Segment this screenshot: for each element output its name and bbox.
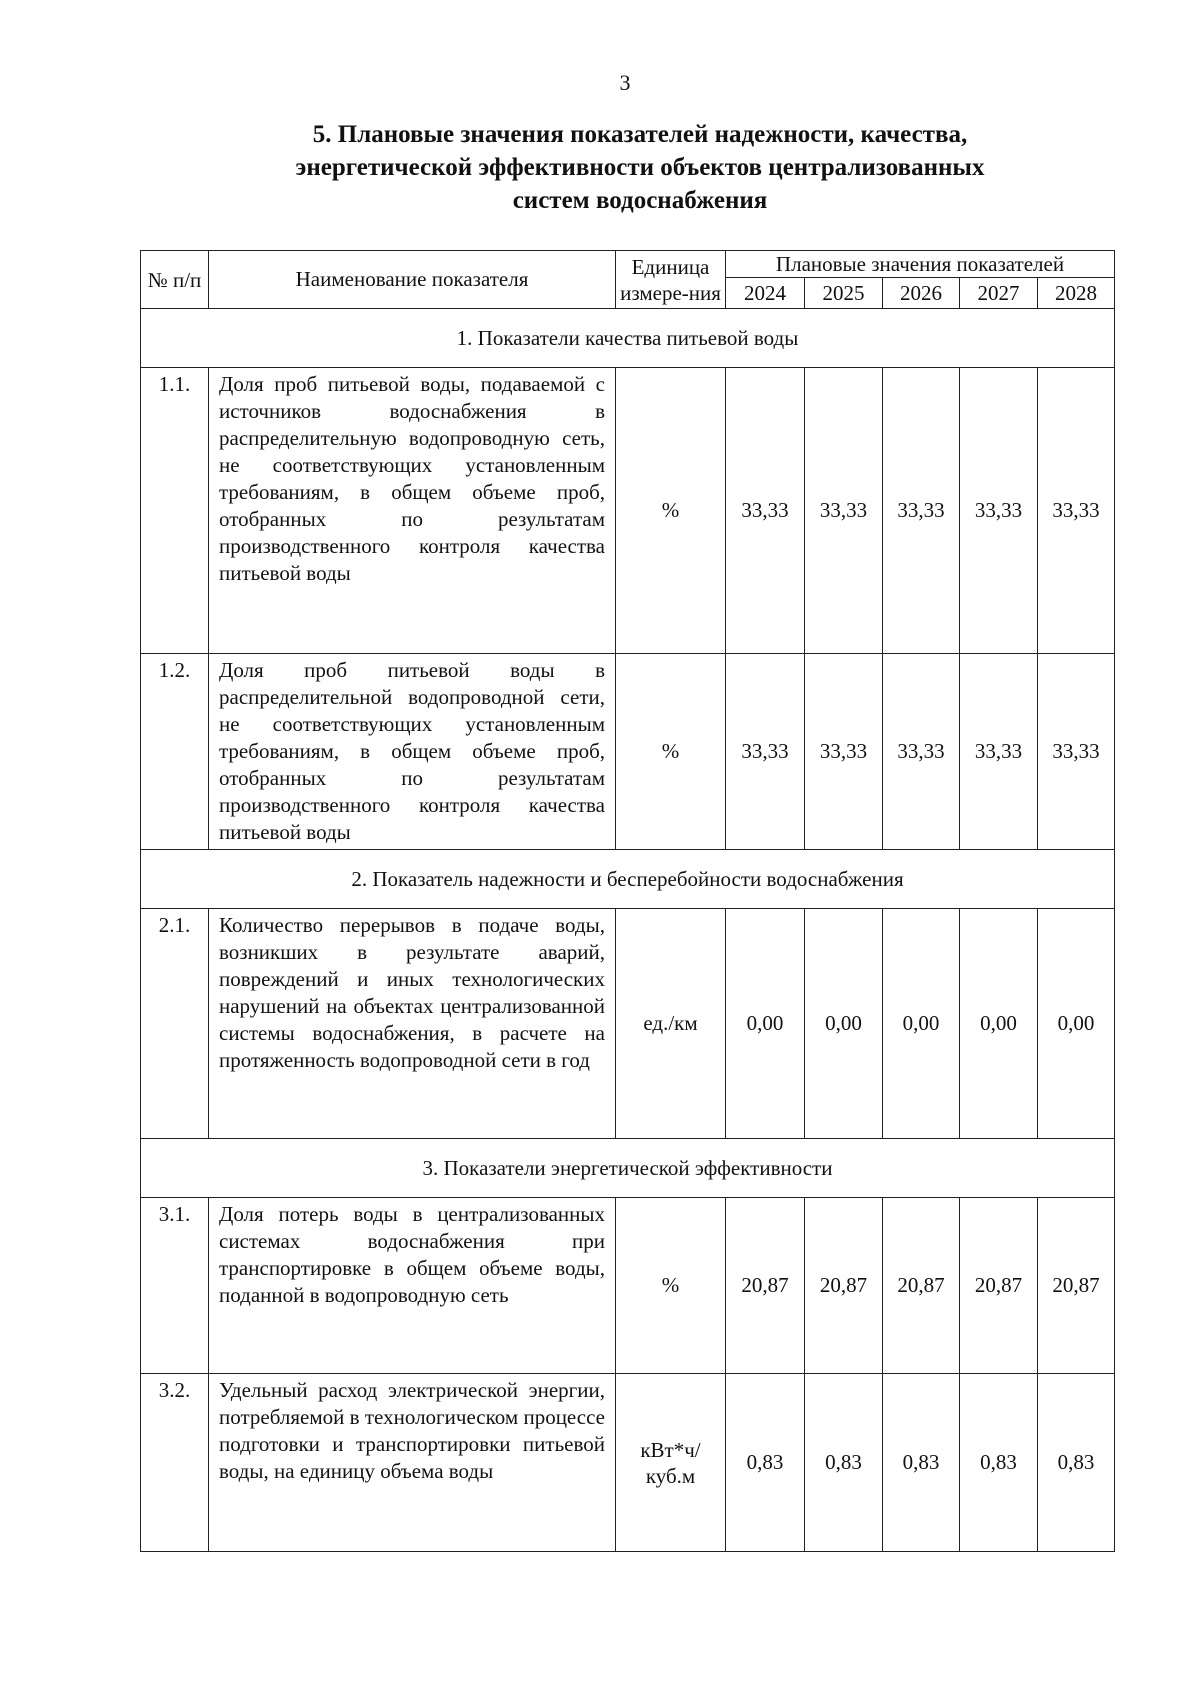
unit-cell: % [616,654,726,850]
value-cell: 0,00 [805,909,883,1139]
value-cell: 33,33 [805,368,883,654]
value-cell: 33,33 [726,654,805,850]
header-year: 2027 [960,278,1038,309]
header-year: 2028 [1038,278,1115,309]
indicator-name: Доля проб питьевой воды, подаваемой с источников водоснабжения в распределительную водопроводную сеть, не соответствующих установленным требованиям, в общем объеме проб, отобранных по результатам производственного контроля качества питьевой воды [209,368,616,654]
value-cell: 0,83 [805,1374,883,1552]
value-cell: 33,33 [883,368,960,654]
indicator-name: Количество перерывов в подаче воды, возникших в результате аварий, повреждений и иных технологических нарушений на объектах централизованной системы водоснабжения, в расчете на протяженность водопроводной сети в год [209,909,616,1139]
value-cell: 33,33 [883,654,960,850]
title-line: 5. Плановые значения показателей надежности, качества, [312,121,968,148]
value-cell: 20,87 [726,1198,805,1374]
value-cell: 0,83 [1038,1374,1115,1552]
value-cell: 0,00 [726,909,805,1139]
row-number: 1.1. [141,368,209,654]
value-cell: 20,87 [1038,1198,1115,1374]
row-number: 1.2. [141,654,209,850]
page-number: 3 [619,70,631,95]
value-cell: 20,87 [883,1198,960,1374]
indicator-name: Удельный расход электрической энергии, потребляемой в технологическом процессе подготовки и транспортировки питьевой воды, на единицу объема воды [209,1374,616,1552]
value-cell: 20,87 [960,1198,1038,1374]
section-title: 1. Показатели качества питьевой воды [141,309,1115,368]
value-cell: 33,33 [726,368,805,654]
value-cell: 0,00 [883,909,960,1139]
header-year: 2024 [726,278,805,309]
unit-cell: ед./км [616,909,726,1139]
header-num: № п/п [141,251,209,309]
unit-cell: % [616,368,726,654]
indicator-name: Доля проб питьевой воды в распределительной водопроводной сети, не соответствующих установленным требованиям, в общем объеме проб, отобранных по результатам производственного контроля качества питьевой воды [209,654,616,850]
value-cell: 33,33 [805,654,883,850]
header-name: Наименование показателя [209,251,616,309]
value-cell: 0,83 [726,1374,805,1552]
value-cell: 33,33 [1038,654,1115,850]
header-year: 2026 [883,278,960,309]
section-row [141,1139,1115,1198]
unit-cell: % [616,1198,726,1374]
table-row [141,909,1115,1139]
value-cell: 33,33 [960,368,1038,654]
value-cell: 33,33 [960,654,1038,850]
table-row [141,368,1115,654]
value-cell: 0,00 [1038,909,1115,1139]
value-cell: 0,00 [960,909,1038,1139]
table-row [141,1198,1115,1374]
row-number: 3.1. [141,1198,209,1374]
value-cell: 0,83 [960,1374,1038,1552]
unit-cell: кВт*ч/ куб.м [616,1374,726,1552]
row-number: 2.1. [141,909,209,1139]
title-line: энергетической эффективности объектов централизованных [295,154,985,181]
row-number: 3.2. [141,1374,209,1552]
indicators-table [140,250,1115,1552]
section-row [141,309,1115,368]
section-title: 3. Показатели энергетической эффективности [141,1139,1115,1198]
header-unit: Единица измере-ния [616,251,726,309]
document-title [200,118,1080,217]
value-cell: 0,83 [883,1374,960,1552]
table-row [141,1374,1115,1552]
title-line: систем водоснабжения [512,187,768,214]
section-title: 2. Показатель надежности и бесперебойности водоснабжения [141,850,1115,909]
section-row [141,850,1115,909]
header-plan: Плановые значения показателей [726,251,1115,278]
table-row [141,654,1115,850]
value-cell: 33,33 [1038,368,1115,654]
table-header-row [141,251,1115,278]
indicator-name: Доля потерь воды в централизованных системах водоснабжения при транспортировке в общем объеме воды, поданной в водопроводную сеть [209,1198,616,1374]
value-cell: 20,87 [805,1198,883,1374]
header-year: 2025 [805,278,883,309]
